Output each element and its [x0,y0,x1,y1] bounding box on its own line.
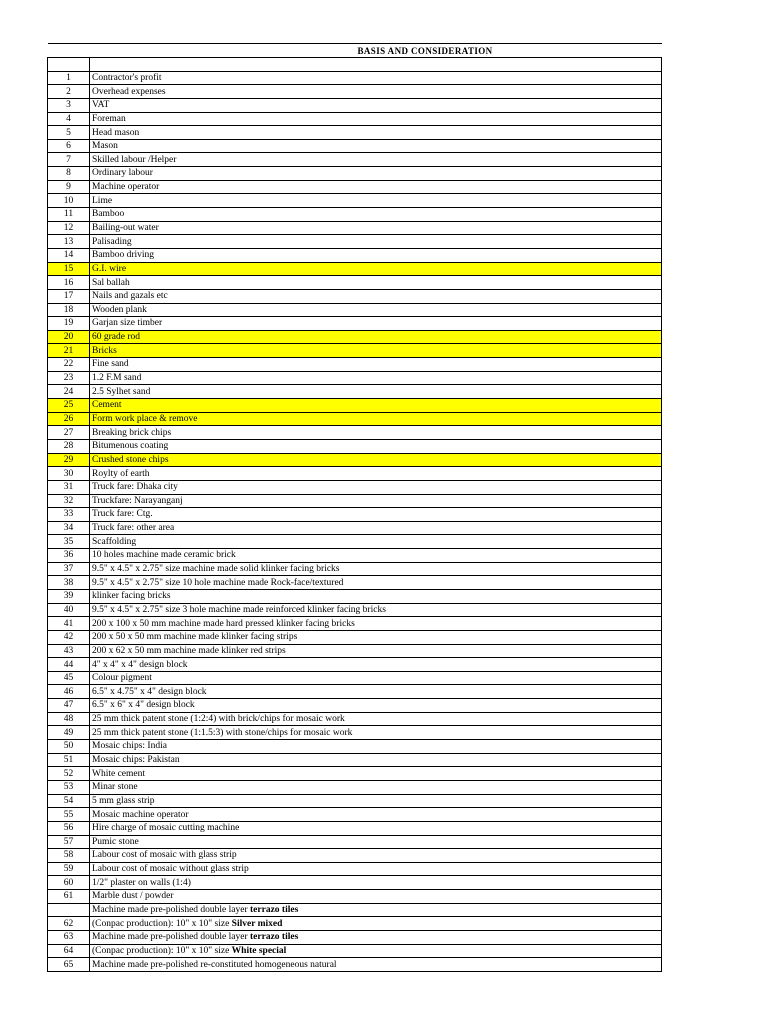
table-row [48,85,662,99]
item-description-cell[interactable] [90,535,662,549]
item-description-cell[interactable] [90,289,662,303]
item-number-cell[interactable]: 35 [48,535,90,549]
item-number-cell[interactable] [48,903,90,917]
item-number-cell[interactable]: 44 [48,658,90,672]
table-row [48,862,662,876]
item-number-cell[interactable]: 54 [48,794,90,808]
item-number-cell[interactable]: 62 [48,917,90,931]
item-description-cell[interactable] [90,85,662,99]
text-span: Skilled labour /Helper [92,154,177,165]
item-description-cell[interactable] [90,98,662,112]
text-span: Pumic stone [92,836,139,847]
text-span: Contractor's profit [92,72,162,83]
table-row [48,753,662,767]
table-row [48,549,662,563]
text-span: (Conpac production): 10" x 10" size [92,945,232,956]
item-number-cell[interactable]: 12 [48,221,90,235]
item-description-cell[interactable] [90,753,662,767]
text-span: Marble dust / powder [92,891,174,902]
text-span: 9.5" x 4.5" x 2.75" size 10 hole machine made Rock-face/textured [92,577,344,588]
text-span: Mosaic chips: India [92,741,167,752]
item-description-cell[interactable] [90,426,662,440]
item-description-cell[interactable] [90,358,662,372]
table-row [48,849,662,863]
item-description-cell[interactable] [90,794,662,808]
item-number-cell[interactable]: 5 [48,126,90,140]
text-span: Foreman [92,113,126,124]
item-number-cell[interactable]: 42 [48,630,90,644]
item-description-cell[interactable] [90,276,662,290]
item-number-cell[interactable]: 6 [48,139,90,153]
item-number-cell[interactable]: 64 [48,944,90,958]
item-number-cell[interactable]: 14 [48,248,90,262]
item-description-cell[interactable] [90,862,662,876]
item-description-cell[interactable] [90,180,662,194]
item-description-cell[interactable] [90,112,662,126]
item-description-cell[interactable] [90,439,662,453]
item-description-cell[interactable] [90,944,662,958]
text-span: Mosaic machine operator [92,809,189,820]
table-row [48,112,662,126]
table-row [48,794,662,808]
basis-table [47,43,662,972]
text-span: Sal ballah [92,277,130,288]
item-description-cell[interactable] [90,139,662,153]
text-span: Machine operator [92,182,160,193]
item-description-cell[interactable] [90,549,662,563]
item-description-cell[interactable] [90,658,662,672]
table-row [48,167,662,181]
bold-text-span: White special [231,945,287,956]
item-description-cell[interactable] [90,644,662,658]
table-row [48,208,662,222]
table-row [48,330,662,344]
table-row [48,139,662,153]
text-span: 9.5" x 4.5" x 2.75" size machine made solid klinker facing bricks [92,564,340,575]
item-description-cell[interactable] [90,562,662,576]
table-row [48,958,662,972]
item-description-cell[interactable] [90,958,662,972]
table-row [48,180,662,194]
text-span: Fine sand [92,359,129,370]
item-description-cell[interactable] [90,262,662,276]
table-row [48,248,662,262]
item-number-cell[interactable]: 46 [48,685,90,699]
item-number-cell[interactable]: 11 [48,208,90,222]
table-row [48,276,662,290]
item-description-cell[interactable] [90,480,662,494]
item-description-cell[interactable] [90,903,662,917]
item-number-cell[interactable]: 51 [48,753,90,767]
item-number-cell[interactable]: 56 [48,821,90,835]
item-number-cell[interactable]: 10 [48,194,90,208]
item-description-cell[interactable] [90,317,662,331]
text-span: 25 mm thick patent stone (1:2:4) with brick/chips for mosaic work [92,714,345,725]
text-span: White cement [92,768,146,779]
item-number-cell[interactable]: 15 [48,262,90,276]
blank-header-row [48,58,662,72]
table-row [48,740,662,754]
table-title: BASIS AND CONSIDERATION [48,44,662,58]
item-number-cell[interactable]: 49 [48,726,90,740]
table-row [48,658,662,672]
item-number-cell[interactable]: 2 [48,85,90,99]
text-span: Labour cost of mosaic with glass strip [92,850,237,861]
item-description-cell[interactable] [90,835,662,849]
item-number-cell[interactable]: 13 [48,235,90,249]
table-row [48,576,662,590]
text-span: Cement [92,400,122,411]
table-row [48,562,662,576]
text-span: Truck fare: Ctg. [92,509,153,520]
item-description-cell[interactable] [90,167,662,181]
item-description-cell[interactable] [90,303,662,317]
item-number-cell[interactable]: 37 [48,562,90,576]
text-span: Mason [92,141,118,152]
table-row [48,71,662,85]
table-row [48,126,662,140]
item-number-cell[interactable]: 34 [48,521,90,535]
table-row [48,235,662,249]
table-row [48,371,662,385]
table-row [48,153,662,167]
item-description-cell[interactable] [90,453,662,467]
blank-cell[interactable] [48,58,90,72]
item-description-cell[interactable] [90,576,662,590]
table-row [48,876,662,890]
text-span: Truck fare: Dhaka city [92,482,178,493]
table-row [48,412,662,426]
table-row [48,344,662,358]
item-number-cell[interactable]: 57 [48,835,90,849]
item-number-cell[interactable]: 19 [48,317,90,331]
table-row [48,617,662,631]
text-span: 6.5" x 4.75" x 4" design block [92,686,207,697]
bold-text-span: terrazo tiles [250,905,299,916]
text-span: 2.5 Sylhet sand [92,386,151,397]
text-span: Machine made pre-polished double layer [92,905,251,916]
text-span: Head mason [92,127,140,138]
text-span: Minar stone [92,782,138,793]
table-row [48,630,662,644]
table-row [48,890,662,904]
bold-text-span: Silver mixed [231,918,283,929]
text-span: klinker facing bricks [92,591,171,602]
item-number-cell[interactable]: 45 [48,671,90,685]
item-number-cell[interactable]: 29 [48,453,90,467]
item-description-cell[interactable] [90,931,662,945]
text-span: 200 x 50 x 50 mm machine made klinker facing strips [92,632,298,643]
item-number-cell[interactable]: 32 [48,494,90,508]
table-row [48,385,662,399]
text-span: 4" x 4" x 4" design block [92,659,188,670]
item-description-cell[interactable] [90,508,662,522]
item-description-cell[interactable] [90,208,662,222]
text-span: Bamboo [92,209,125,220]
table-row [48,589,662,603]
item-number-cell[interactable]: 21 [48,344,90,358]
text-span: Bailing-out water [92,223,159,233]
table-row [48,671,662,685]
item-number-cell[interactable]: 53 [48,780,90,794]
text-span: Breaking brick chips [92,427,172,438]
item-number-cell[interactable]: 4 [48,112,90,126]
text-span: Overhead expenses [92,86,166,97]
item-description-cell[interactable] [90,385,662,399]
item-number-cell[interactable]: 17 [48,289,90,303]
table-row [48,521,662,535]
item-description-cell[interactable] [90,617,662,631]
item-number-cell[interactable]: 40 [48,603,90,617]
table-row [48,903,662,917]
item-description-cell[interactable] [90,712,662,726]
text-span: 1/2" plaster on walls (1:4) [92,877,191,888]
item-number-cell[interactable]: 22 [48,358,90,372]
text-span: 9.5" x 4.5" x 2.75" size 3 hole machine made reinforced klinker facing bricks [92,604,386,615]
item-description-cell[interactable] [90,630,662,644]
table-row [48,453,662,467]
text-span: 10 holes machine made ceramic brick [92,550,236,561]
title-row [48,44,662,58]
table-row [48,358,662,372]
item-number-cell[interactable]: 27 [48,426,90,440]
text-span: Wooden plank [92,304,147,315]
item-description-cell[interactable] [90,671,662,685]
bold-text-span: terrazo tiles [250,932,299,943]
table-row [48,426,662,440]
item-description-cell[interactable] [90,890,662,904]
table-row [48,194,662,208]
item-number-cell[interactable]: 25 [48,399,90,413]
item-number-cell[interactable]: 52 [48,767,90,781]
table-row [48,780,662,794]
text-span: VAT [92,100,110,111]
item-description-cell[interactable] [90,740,662,754]
text-span: Machine made pre-polished double layer [92,932,251,943]
item-description-cell[interactable] [90,221,662,235]
item-number-cell[interactable]: 33 [48,508,90,522]
item-number-cell[interactable]: 43 [48,644,90,658]
table-row [48,467,662,481]
item-number-cell[interactable]: 20 [48,330,90,344]
text-span: Palisading [92,236,132,247]
text-span: 200 x 100 x 50 mm machine made hard pressed klinker facing bricks [92,618,355,629]
text-span: Bitumenous coating [92,441,169,452]
item-description-cell[interactable] [90,780,662,794]
text-span: Garjan size timber [92,318,163,329]
text-span: G.I. wire [92,263,127,274]
item-number-cell[interactable]: 58 [48,849,90,863]
item-description-cell[interactable] [90,808,662,822]
table-row [48,399,662,413]
item-description-cell[interactable] [90,699,662,713]
table-row [48,480,662,494]
table-row [48,931,662,945]
item-description-cell[interactable] [90,344,662,358]
item-number-cell[interactable]: 23 [48,371,90,385]
text-span: 6.5" x 6" x 4" design block [92,700,195,711]
item-number-cell[interactable]: 1 [48,71,90,85]
item-description-cell[interactable] [90,589,662,603]
text-span: 60 grade rod [92,332,141,343]
table-row [48,98,662,112]
item-description-cell[interactable] [90,685,662,699]
text-span: Mosaic chips: Pakistan [92,754,180,765]
item-description-cell[interactable] [90,467,662,481]
text-span: Nails and gazals etc [92,291,168,302]
text-span: 200 x 62 x 50 mm machine made klinker red strips [92,645,286,656]
item-number-cell[interactable]: 59 [48,862,90,876]
item-number-cell[interactable]: 47 [48,699,90,713]
text-span: Bamboo driving [92,250,155,261]
item-description-cell[interactable] [90,821,662,835]
text-span: 25 mm thick patent stone (1:1.5:3) with stone/chips for mosaic work [92,727,353,738]
text-span: Scaffolding [92,536,137,547]
text-span: Form work place & remove [92,413,198,424]
item-description-cell[interactable] [90,412,662,426]
item-number-cell[interactable]: 26 [48,412,90,426]
item-description-cell[interactable] [90,521,662,535]
item-description-cell[interactable] [90,876,662,890]
item-description-cell[interactable] [90,767,662,781]
table-row [48,821,662,835]
item-number-cell[interactable]: 61 [48,890,90,904]
text-span: Machine made pre-polished re-constituted homogeneous natural [92,959,337,970]
item-number-cell[interactable]: 30 [48,467,90,481]
blank-cell[interactable] [90,58,662,72]
item-description-cell[interactable] [90,603,662,617]
text-span: 5 mm glass strip [92,795,155,806]
item-description-cell[interactable] [90,726,662,740]
table-row [48,603,662,617]
item-number-cell[interactable]: 60 [48,876,90,890]
text-span: Hire charge of mosaic cutting machine [92,823,240,834]
item-number-cell[interactable]: 63 [48,931,90,945]
item-number-cell[interactable]: 9 [48,180,90,194]
item-number-cell[interactable]: 41 [48,617,90,631]
table-row [48,262,662,276]
text-span: Truckfare: Narayanganj [92,495,183,506]
table-row [48,221,662,235]
item-description-cell[interactable] [90,917,662,931]
table-row [48,944,662,958]
table-row [48,699,662,713]
item-number-cell[interactable]: 7 [48,153,90,167]
item-description-cell[interactable] [90,330,662,344]
text-span: Bricks [92,345,117,356]
item-description-cell[interactable] [90,248,662,262]
item-number-cell[interactable]: 36 [48,549,90,563]
text-span: Roylty of earth [92,468,150,479]
item-number-cell[interactable]: 24 [48,385,90,399]
item-description-cell[interactable] [90,399,662,413]
table-row [48,808,662,822]
item-description-cell[interactable] [90,235,662,249]
item-number-cell[interactable]: 38 [48,576,90,590]
item-number-cell[interactable]: 31 [48,480,90,494]
table-row [48,289,662,303]
text-span: Crushed stone chips [92,454,169,465]
text-span: (Conpac production): 10" x 10" size [92,918,232,929]
text-span: Ordinary labour [92,168,153,179]
item-description-cell[interactable] [90,153,662,167]
table-row [48,508,662,522]
item-description-cell[interactable] [90,849,662,863]
text-span: Colour pigment [92,673,152,684]
table-row [48,712,662,726]
item-number-cell[interactable]: 50 [48,740,90,754]
item-number-cell[interactable]: 3 [48,98,90,112]
text-span: Labour cost of mosaic without glass strip [92,864,249,875]
table-row [48,726,662,740]
item-number-cell[interactable]: 16 [48,276,90,290]
table-row [48,767,662,781]
text-span: 1.2 F.M sand [92,373,142,384]
item-number-cell[interactable]: 18 [48,303,90,317]
item-number-cell[interactable]: 48 [48,712,90,726]
item-description-cell[interactable] [90,194,662,208]
table-row [48,494,662,508]
table-row [48,535,662,549]
table-row [48,303,662,317]
text-span: Truck fare: other area [92,523,175,534]
table-row [48,685,662,699]
table-row [48,317,662,331]
item-number-cell[interactable]: 39 [48,589,90,603]
table-row [48,835,662,849]
item-number-cell[interactable]: 8 [48,167,90,181]
item-description-cell[interactable] [90,126,662,140]
item-description-cell[interactable] [90,71,662,85]
item-number-cell[interactable]: 65 [48,958,90,972]
text-span: Lime [92,195,113,206]
table-row [48,439,662,453]
item-number-cell[interactable]: 55 [48,808,90,822]
item-number-cell[interactable]: 28 [48,439,90,453]
table-row [48,644,662,658]
item-description-cell[interactable] [90,494,662,508]
item-description-cell[interactable] [90,371,662,385]
table-row [48,917,662,931]
